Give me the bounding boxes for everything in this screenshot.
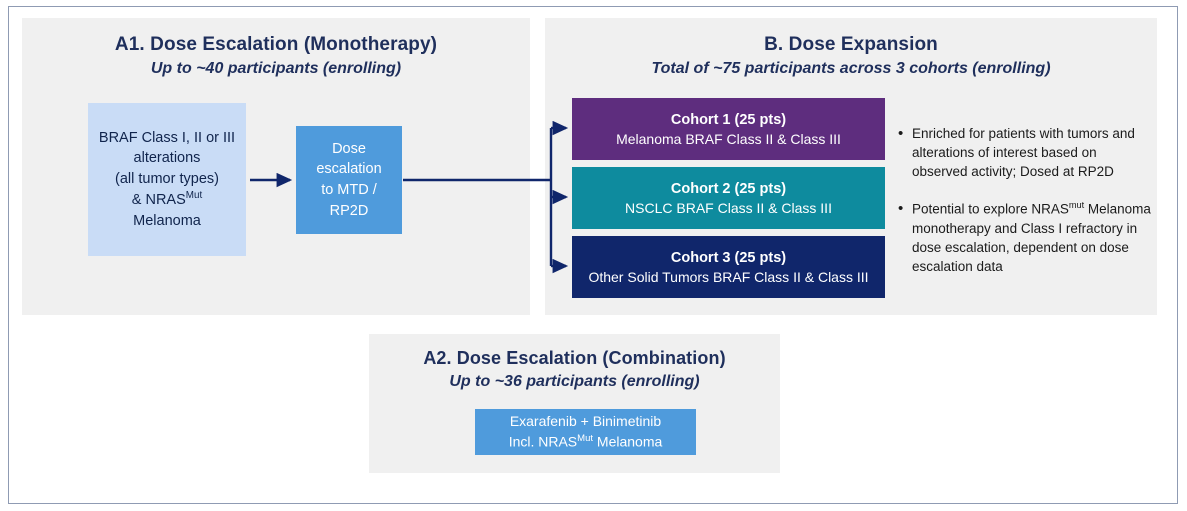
combo-line-2-post: Melanoma — [593, 433, 663, 450]
combo-line-2-pre: Incl. NRAS — [508, 433, 578, 450]
dose-line-4: RP2D — [329, 202, 369, 219]
expansion-note-2 — [896, 199, 1154, 276]
cohort-3-box — [572, 236, 885, 298]
panel-b-title: B. Dose Expansion — [764, 34, 938, 55]
combo-line-2-sup: Mut — [577, 432, 594, 444]
expansion-note-2-sup: mut — [1068, 200, 1085, 211]
panel-a2-subtitle: Up to ~36 participants (enrolling) — [449, 373, 700, 390]
braf-line-4-sup: Mut — [185, 190, 203, 202]
cohort-3-desc: Other Solid Tumors BRAF Class II & Class III — [588, 268, 869, 285]
cohort-3-title: Cohort 3 (25 pts) — [670, 249, 787, 266]
expansion-note-2-post: Melanoma monotherapy and Class I refractory in dose escalation, dependent on dose escalation data — [912, 201, 1151, 275]
cohort-1-box — [572, 98, 885, 160]
expansion-note-1: • Enriched for patients with tumors and alterations of interest based on observed activity; Dosed at RP2D — [896, 124, 1154, 181]
combo-line-1: Exarafenib + Binimetinib — [509, 413, 662, 430]
dose-line-2: escalation — [316, 161, 382, 178]
combo-line-2 — [509, 432, 663, 452]
braf-line-5: Melanoma — [133, 212, 201, 229]
panel-a1-title: A1. Dose Escalation (Monotherapy) — [114, 34, 438, 55]
braf-line-3: (all tumor types) — [115, 170, 219, 187]
cohort-2-title: Cohort 2 (25 pts) — [670, 180, 787, 197]
expansion-notes — [896, 124, 1154, 295]
cohort-2-desc: NSCLC BRAF Class II & Class III — [625, 199, 832, 216]
braf-line-2: alterations — [133, 150, 201, 167]
combination-therapy-box — [475, 409, 696, 455]
dose-line-3: to MTD / — [321, 182, 377, 198]
braf-line-1: BRAF Class I, II or III — [98, 129, 236, 146]
expansion-note-2-pre: Potential to explore NRAS — [912, 201, 1069, 217]
cohort-2-box — [572, 167, 885, 229]
dose-line-1: Dose — [332, 140, 366, 157]
cohort-1-desc: Melanoma BRAF Class II & Class III — [616, 130, 841, 147]
panel-b-subtitle: Total of ~75 participants across 3 cohorts (enrolling) — [651, 60, 1051, 77]
cohort-1-title: Cohort 1 (25 pts) — [670, 111, 787, 128]
braf-alterations-box — [88, 103, 246, 256]
panel-a2-title: A2. Dose Escalation (Combination) — [423, 348, 726, 368]
dose-escalation-box — [296, 126, 402, 234]
braf-line-4: & NRAS — [131, 192, 186, 209]
panel-a1-subtitle: Up to ~40 participants (enrolling) — [150, 60, 402, 77]
